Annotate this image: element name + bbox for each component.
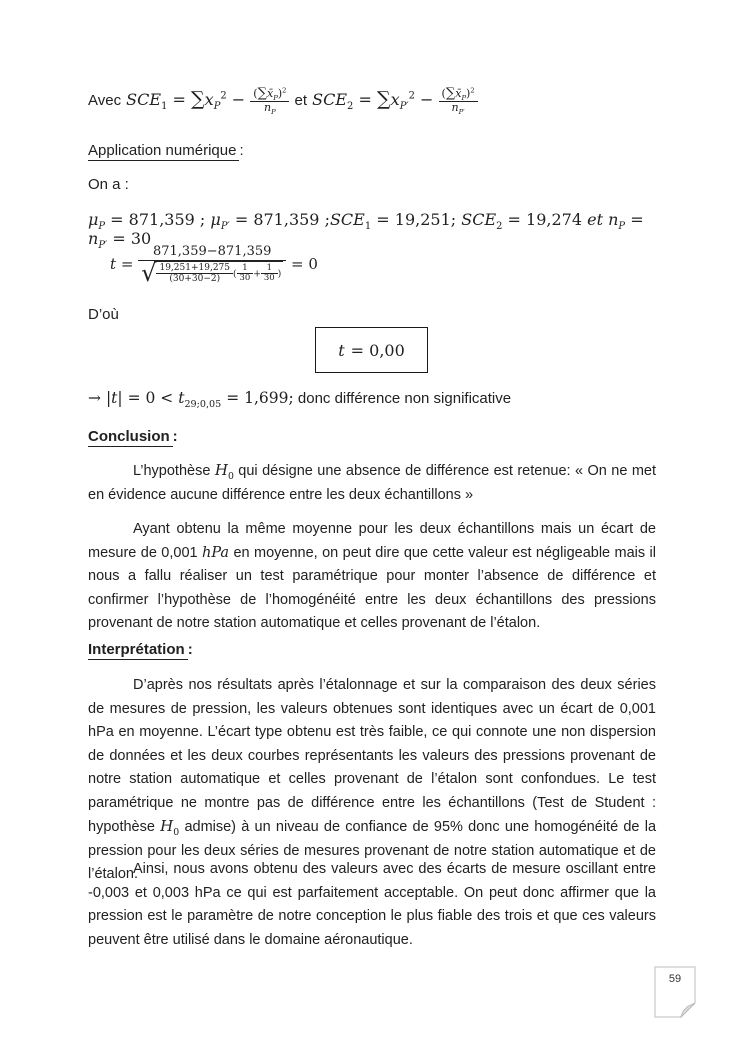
paren-close: ): [466, 87, 471, 100]
h-subscript: 0: [227, 471, 234, 482]
equals-sign: =: [630, 210, 644, 229]
h0-symbol: [160, 817, 180, 838]
paren-close: ): [277, 269, 282, 280]
x-exponent: 2: [408, 90, 415, 102]
abs-bar: |: [105, 389, 112, 407]
dou-label: [88, 306, 656, 323]
one-over-n2: [261, 264, 278, 285]
radical-symbol: √: [141, 258, 157, 287]
paragraph-text: Ainsi, nous avons obtenu des valeurs avec des écarts de mesure oscillant entre -0,003 et 0,003 hPa ce qui est parfaitement acceptable. On peut donc affirmer que la pression est le paramètre de notre conception le plus fiable des trois et que ces valeurs peuvent être utilisé dans le domaine aéronautique.: [88, 861, 656, 948]
variance-fraction: [156, 263, 233, 285]
x-variable: x: [204, 89, 214, 109]
h0-symbol: [214, 461, 234, 482]
h-subscript: 0: [173, 827, 180, 838]
fraction-2-denominator: [439, 102, 478, 115]
page-number: 59: [668, 973, 682, 985]
significance-line: [88, 389, 656, 411]
t-fraction-numerator: 871,359−871,359: [138, 245, 286, 261]
n-value: = 30: [112, 229, 152, 248]
n-prime-variable: n: [88, 229, 99, 248]
x-variable: x: [390, 89, 400, 109]
fraction-exponent: 2: [282, 86, 287, 95]
xbar-subscript: P: [461, 94, 467, 103]
heading-colon: :: [187, 641, 193, 658]
conclusion-paragraph-1: [88, 459, 656, 507]
fraction-1: [250, 86, 289, 115]
paragraph-text: en moyenne, on peut dire que cette valeur est négligeable mais il nous a fallu réaliser un test paramétrique pour monter l’absence de différence et confirmer l’hypothèse de l’homogénéité entre les deux échantillons des pressions provenant de notre station automatique et celles provenant de l’étalon.: [88, 544, 656, 631]
sce1-value: = 19,251;: [376, 210, 457, 229]
sum-symbol: ∑: [257, 86, 267, 101]
t-critical-value: = 1,699;: [226, 389, 294, 407]
page-content: [88, 0, 656, 1053]
paren-open: (: [253, 87, 258, 100]
mu-value: = 871,359 ;: [110, 210, 206, 229]
paragraph-text: L’hypothèse: [133, 463, 211, 479]
n-variable: n: [264, 101, 272, 115]
hpa-unit: hPa: [201, 544, 230, 561]
square-root: [141, 258, 283, 287]
n-subscript: P: [271, 108, 276, 117]
paragraph-text: Ayant obtenu la même moyenne pour les deux échantillons mais un écart de mesure de 0,001: [88, 521, 656, 561]
fraction-1-denominator: [250, 102, 289, 115]
xbar-subscript: P: [273, 94, 278, 103]
fraction-exponent: 2: [470, 86, 475, 95]
interpretation-heading: Interprétation: [88, 641, 188, 660]
h-variable: H: [214, 461, 228, 479]
conclusion-paragraph-2: [88, 518, 656, 636]
minus-sign: −: [231, 89, 246, 109]
radicand: [154, 261, 283, 285]
paragraph-text: qui désigne une absence de différence est retenue: « On ne met en évidence aucune différence entre les deux échantillons »: [88, 463, 656, 503]
mu-prime-subscript: P′: [220, 221, 230, 233]
sce1-symbol: SCE: [329, 210, 365, 229]
mu-subscript: P: [98, 221, 106, 233]
equals-sign: =: [358, 89, 372, 109]
sce2-subscript: 2: [496, 221, 503, 233]
sce2-symbol: SCE: [312, 89, 348, 109]
abs-bar: |: [117, 389, 123, 407]
t-variable: t: [338, 340, 345, 360]
sum-symbol: ∑: [190, 86, 205, 110]
significance-text: donc différence non significative: [297, 390, 512, 407]
sce-formula-line: [88, 86, 656, 115]
sce2-subscript: 2: [347, 101, 354, 113]
mini-denominator: 30: [263, 273, 275, 284]
n-variable: n: [608, 210, 619, 229]
equals-sign: =: [120, 254, 134, 273]
on-a-label: [88, 176, 656, 193]
paren-open: (: [233, 269, 237, 280]
dou-text: D’où: [88, 306, 119, 323]
result-box: [315, 327, 428, 373]
variance-denominator: (30+30−2): [169, 274, 221, 285]
conclusion-heading: Conclusion: [88, 428, 173, 447]
sum-symbol: ∑: [376, 86, 391, 110]
paragraph-text: admise) à un niveau de confiance de 95% donc une homogénéité de la pression pour les deux séries de mesures provenant de notre station automatique et de l’étalon.: [88, 819, 657, 882]
paren-open: (: [441, 87, 446, 100]
paragraph-text: D’après nos résultats après l’étalonnage et sur la comparaison des deux séries de mesures de pression, les valeurs obtenues sont identiques avec un écart de 0,001 hPa en moyenne. L’écart type obtenu est très faible, ce qui connote une non dispersion de données et les deux courbes représentants les valeurs des pressions provenant de notre station automatique et celles provenant de l’étalon sont confondues. Le test paramétrique ne montre pas de différence entre les échantillons (Test de Student : hypothèse: [88, 677, 656, 835]
minus-sign: −: [420, 89, 434, 109]
sce2-symbol: SCE: [461, 210, 497, 229]
t-formula: [110, 245, 318, 285]
fraction-2-numerator: [439, 86, 478, 102]
equals-sign: =: [172, 89, 186, 109]
mini-numerator: 1: [237, 264, 254, 275]
plus-sign: +: [253, 269, 261, 280]
heading-colon: :: [172, 428, 178, 445]
sce2-value: = 19,274: [507, 210, 583, 229]
application-heading: Application numérique: [88, 142, 239, 161]
section-conclusion: [88, 428, 656, 445]
significance-math: [88, 389, 294, 411]
interpretation-paragraph-2: [88, 858, 656, 952]
mu-prime-value: = 871,359 ;: [234, 210, 330, 229]
t-critical-symbol: t: [178, 389, 185, 407]
one-over-n1: [237, 264, 254, 285]
t-result: = 0: [291, 254, 318, 273]
t-fraction-denominator: [138, 258, 286, 287]
t-main-fraction: [138, 245, 286, 285]
fraction-1-numerator: [250, 86, 289, 102]
n-prime-subscript: P′: [98, 240, 108, 252]
mu-prime-symbol: μ: [210, 210, 221, 229]
heading-colon: :: [239, 142, 244, 159]
xbar-variable: x̄: [267, 87, 274, 100]
section-application-numerique: [88, 142, 656, 159]
formula-prefix: Avec: [88, 91, 122, 109]
arrow-symbol: →: [88, 389, 101, 407]
section-interpretation: [88, 641, 656, 658]
t-critical-subscript: 29;0,05: [184, 399, 222, 411]
comparison: = 0 <: [127, 389, 174, 407]
x-prime-subscript: P′: [399, 101, 409, 113]
n-subscript: P: [618, 221, 626, 233]
t-variable: t: [110, 254, 117, 273]
variance-numerator: 19,251+19,275: [156, 263, 233, 274]
n-prime-subscript: P′: [458, 108, 465, 117]
xbar-variable: x̄: [455, 87, 462, 100]
mu-symbol: μ: [88, 210, 99, 229]
n-variable: n: [451, 101, 459, 115]
formula-connector: et: [294, 91, 308, 109]
x-subscript: P: [213, 101, 221, 113]
sum-symbol: ∑: [445, 86, 456, 101]
h-variable: H: [160, 817, 174, 835]
page-number-badge: [654, 966, 696, 1018]
mini-denominator: 30: [239, 273, 251, 284]
t-variable: t: [111, 389, 118, 407]
fraction-2: [439, 86, 478, 115]
paren-close: ): [277, 87, 283, 100]
sce1-symbol: SCE: [126, 89, 162, 109]
et-connector: et: [587, 210, 604, 229]
on-a-text: On a :: [88, 176, 129, 193]
sce1-subscript: 1: [364, 221, 372, 233]
t-value: = 0,00: [350, 340, 405, 360]
mini-numerator: 1: [261, 264, 278, 275]
x-exponent: 2: [220, 90, 227, 102]
interpretation-paragraph-1: [88, 674, 656, 887]
sce1-subscript: 1: [161, 101, 168, 113]
